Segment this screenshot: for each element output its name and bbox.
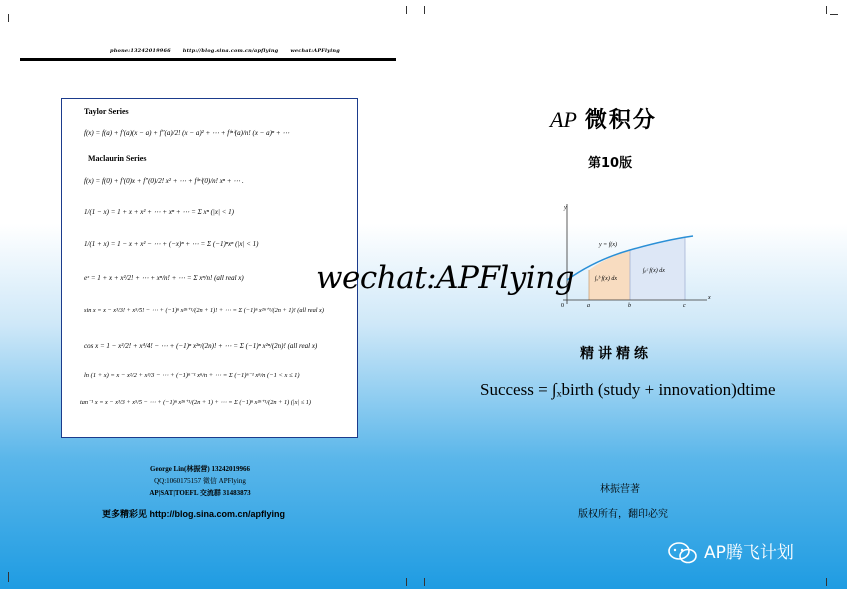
crop-mark: [424, 6, 425, 14]
crop-mark: [406, 6, 407, 14]
series-exp: eˣ = 1 + x + x²/2! + ⋯ + xⁿ/n! + ⋯ = Σ xⁿ/n! (all real x): [84, 274, 244, 282]
graph-int1: ∫ₐᵇ f(x) dx: [595, 276, 618, 282]
series-geometric: 1/(1 − x) = 1 + x + x² + ⋯ + xⁿ + ⋯ = Σ xⁿ (|x| < 1): [84, 208, 234, 216]
taylor-title: Taylor Series: [84, 107, 129, 116]
slogan: 精讲精练: [580, 346, 652, 362]
blog-link[interactable]: 更多精彩见 http://blog.sina.com.cn/apflying: [102, 509, 286, 519]
header-blog: http://blog.sina.com.cn/apflying: [182, 48, 279, 54]
graph-a: a: [587, 303, 590, 309]
graph-int2: ∫ᵦᶜ f(x) dx: [643, 268, 665, 274]
title-cn: 微积分: [584, 108, 657, 133]
wechat-watermark: wechat:APFlying: [316, 260, 574, 296]
series-cos: cos x = 1 − x²/2! + x⁴/4! − ⋯ + (−1)ⁿ x²ⁿ/(2n)! + ⋯ = Σ (−1)ⁿ x²ⁿ/(2n)! (all real x): [84, 342, 318, 350]
contact-qq: QQ:1060175157 微信 APFlying: [154, 477, 246, 485]
integral-graph: [555, 200, 715, 310]
maclaurin-formula: f(x) = f(0) + f′(0)x + f″(0)/2! x² + ⋯ + f⁽ⁿ⁾(0)/n! xⁿ + ⋯ .: [84, 177, 244, 185]
contact-group: AP|SAT|TOEFL 交流群 31483873: [149, 489, 251, 497]
taylor-formula: f(x) = f(a) + f′(a)(x − a) + f″(a)/2! (x − a)² + ⋯ + f⁽ⁿ⁾(a)/n! (x − a)ⁿ + ⋯: [84, 129, 290, 137]
graph-fn-label: y = f(x): [599, 242, 618, 248]
graph-c: c: [683, 303, 686, 309]
brand-text: AP腾飞计划: [704, 543, 794, 563]
graph-x-label: x: [708, 295, 711, 301]
header-wechat: wechat:APFlying: [290, 48, 340, 54]
crop-mark: [826, 6, 827, 14]
header-rule: [20, 58, 396, 61]
author: 林振营著: [600, 484, 640, 495]
brand-badge: [668, 538, 794, 564]
series-sin: sin x = x − x³/3! + x⁵/5! − ⋯ + (−1)ⁿ x²ⁿ⁺¹/(2n + 1)! + ⋯ = Σ (−1)ⁿ x²ⁿ⁺¹/(2n + 1)! (all real x): [84, 307, 324, 314]
series-arctan: tan⁻¹ x = x − x³/3 + x⁵/5 − ⋯ + (−1)ⁿ x²ⁿ⁺¹/(2n + 1) + ⋯ = Σ (−1)ⁿ x²ⁿ⁺¹/(2n + 1) (|x| ≤ 1): [80, 399, 311, 406]
series-box: [61, 98, 358, 438]
graph-y-label: y: [564, 205, 567, 211]
title-ap: AP: [550, 107, 577, 132]
crop-mark: [406, 578, 407, 586]
edition-label: 第10版: [588, 156, 633, 171]
graph-b: b: [628, 303, 631, 309]
graph-origin: 0: [561, 303, 564, 309]
crop-mark: [830, 14, 838, 15]
cover-title: [550, 103, 657, 134]
contact-name: George Lin(林振营) 13242019966: [150, 465, 250, 473]
maclaurin-title: Maclaurin Series: [88, 154, 147, 163]
copyright: 版权所有，翻印必究: [578, 509, 668, 520]
success-formula: Success = ∫ₓbirth (study + innovation)dtime: [480, 380, 776, 399]
header-phone: phone:13242019966: [110, 48, 171, 54]
series-ln: ln (1 + x) = x − x²/2 + x³/3 − ⋯ + (−1)ⁿ⁻¹ xⁿ/n + ⋯ = Σ (−1)ⁿ⁻¹ xⁿ/n (−1 < x ≤ 1): [84, 372, 300, 379]
header-line: [110, 48, 350, 54]
crop-mark: [826, 578, 827, 586]
crop-mark: [424, 578, 425, 586]
wechat-icon: [668, 542, 698, 564]
crop-mark: [8, 14, 9, 22]
series-alternating: 1/(1 + x) = 1 − x + x² − ⋯ + (−x)ⁿ + ⋯ = Σ (−1)ⁿxⁿ (|x| < 1): [84, 240, 259, 248]
crop-mark: [8, 572, 9, 582]
